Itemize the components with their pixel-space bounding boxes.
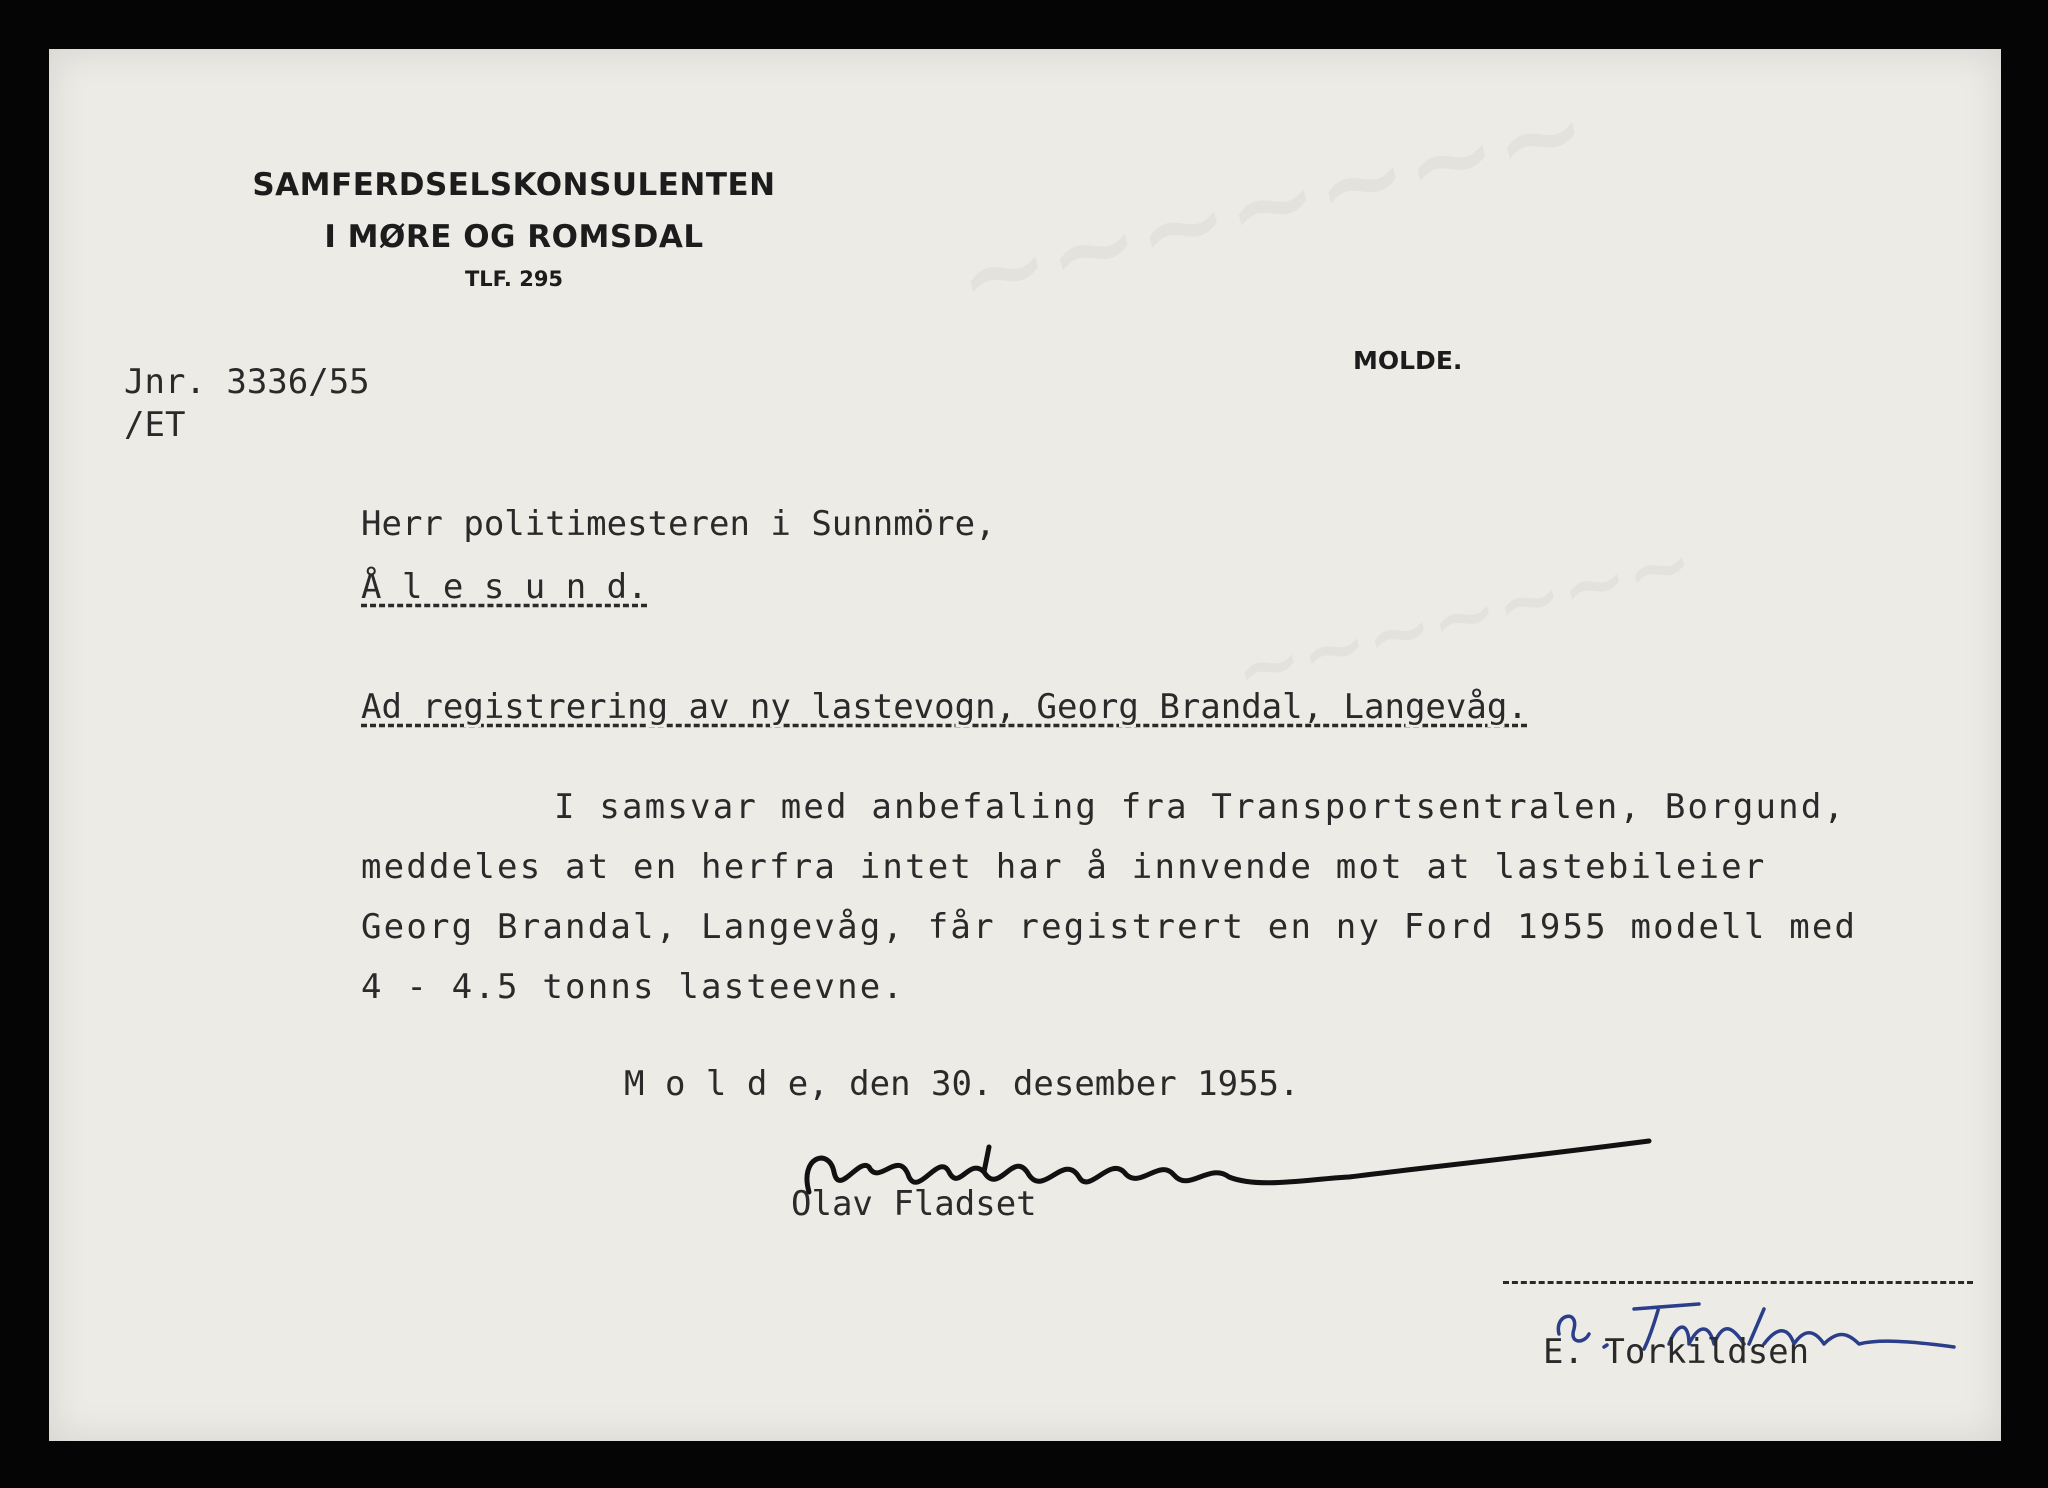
recipient-city: Å l e s u n d. — [361, 567, 648, 607]
journal-number: Jnr. 3336/55 — [124, 362, 370, 402]
ghost-text-texture: ~~~~~~~ — [1224, 513, 1703, 719]
signature-rule — [1503, 1281, 1973, 1284]
body-line-2: meddeles at en herfra intet har å innvende mot at lastebileier — [361, 847, 1767, 887]
body-line-1: I samsvar med anbefaling fra Transportsentralen, Borgund, — [554, 787, 1847, 827]
subject-line: Ad registrering av ny lastevogn, Georg Brandal, Langevåg. — [361, 687, 1528, 727]
body-line-4: 4 - 4.5 tonns lasteevne. — [361, 967, 906, 1007]
letterhead-region: I MØRE OG ROMSDAL — [324, 219, 704, 255]
place-heading: MOLDE. — [1353, 346, 1463, 375]
dateline: M o l d e, den 30. desember 1955. — [624, 1064, 1300, 1104]
ghost-stamp-texture: ~~~~~~~ — [942, 62, 1601, 345]
recipient-line: Herr politimesteren i Sunnmöre, — [361, 504, 996, 544]
signatory-name-1: Olav Fladset — [791, 1184, 1037, 1224]
letter-page — [49, 49, 2001, 1441]
signatory-name-2: E. Torkildsen — [1543, 1332, 1810, 1372]
reference-initials: /ET — [124, 405, 186, 445]
letterhead-phone: TLF. 295 — [464, 267, 564, 291]
letterhead-title: SAMFERDSELSKONSULENTEN — [252, 167, 776, 203]
body-line-3: Georg Brandal, Langevåg, får registrert en ny Ford 1955 modell med — [361, 907, 1858, 947]
